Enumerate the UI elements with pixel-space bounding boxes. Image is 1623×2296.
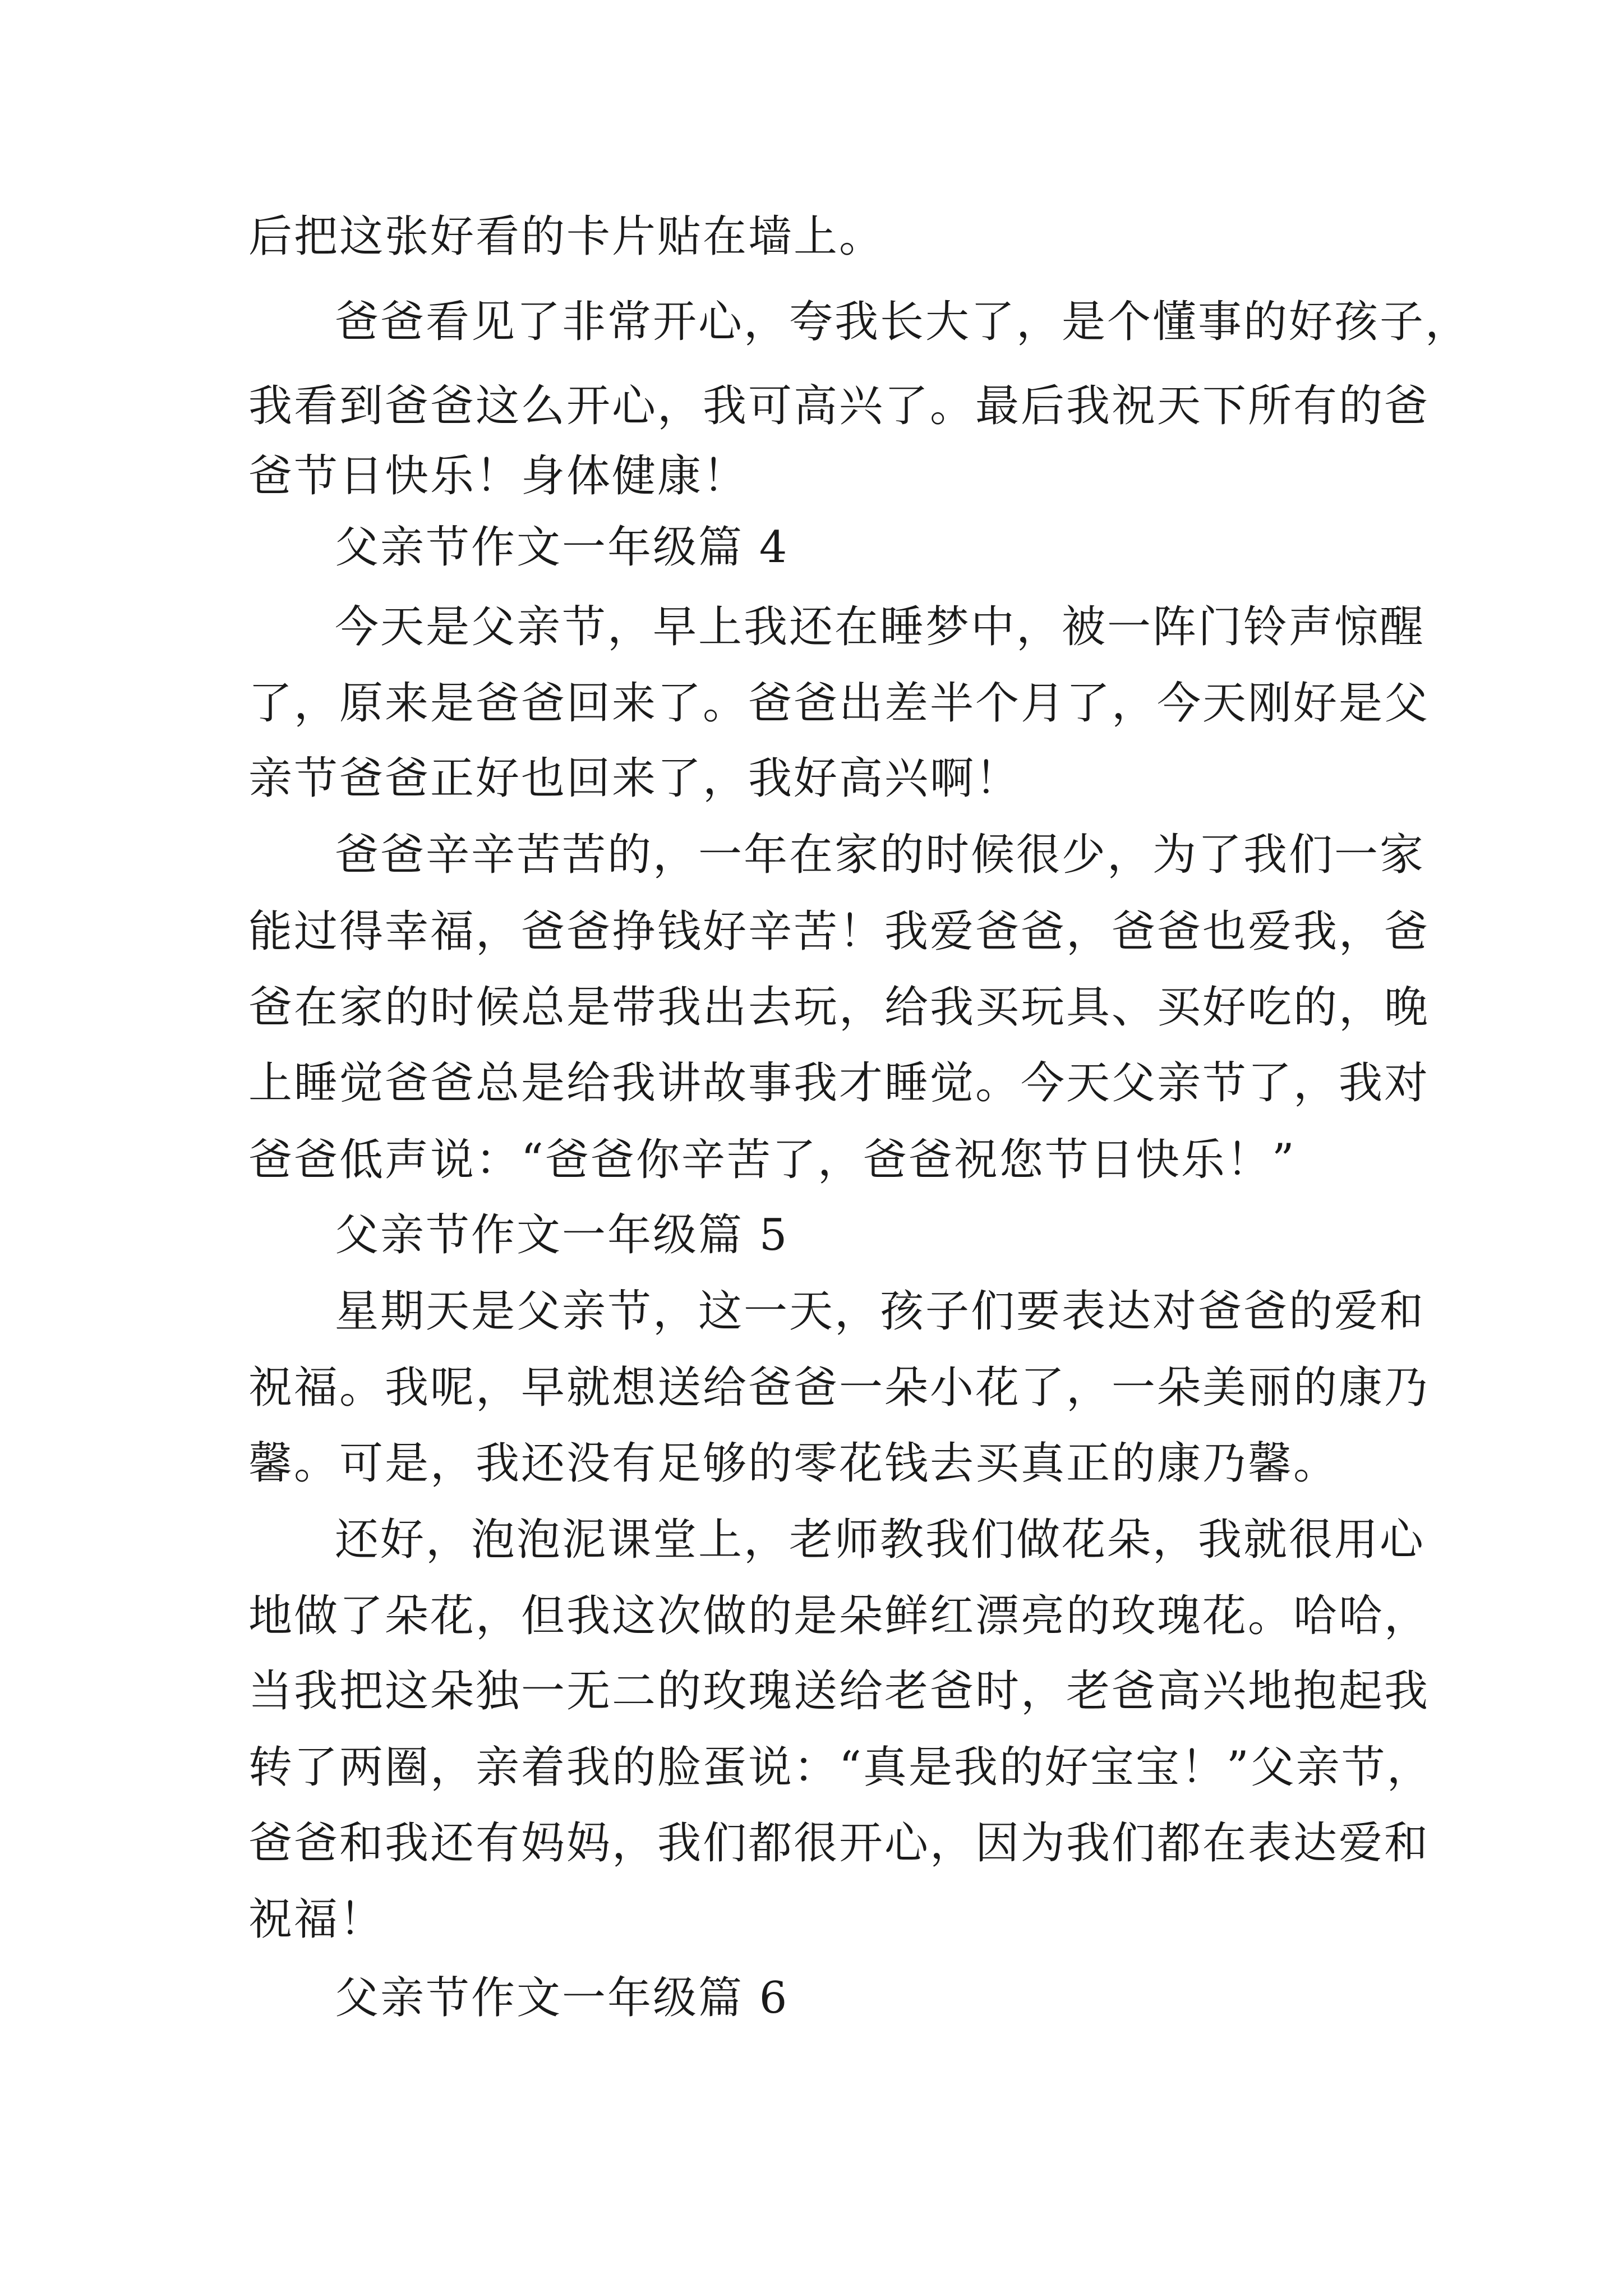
paragraph-line: 今天是父亲节，早上我还在睡梦中，被一阵门铃声惊醒 — [335, 602, 1426, 652]
paragraph-line: 转了两圈，亲着我的脸蛋说：“真是我的好宝宝！”父亲节， — [248, 1742, 1432, 1793]
section-heading: 父亲节作文一年级篇 6 — [335, 1973, 789, 2023]
paragraph-line: 上睡觉爸爸总是给我讲故事我才睡觉。今天父亲节了，我对 — [248, 1058, 1430, 1108]
paragraph-line: 爸爸和我还有妈妈，我们都很开心，因为我们都在表达爱和 — [248, 1818, 1430, 1869]
paragraph-line: 爸在家的时候总是带我出去玩，给我买玩具、买好吃的，晚 — [248, 982, 1430, 1033]
paragraph-line: 馨。可是，我还没有足够的零花钱去买真正的康乃馨。 — [248, 1438, 1339, 1489]
section-heading: 父亲节作文一年级篇 4 — [335, 522, 789, 573]
paragraph-line: 能过得幸福，爸爸挣钱好辛苦！我爱爸爸，爸爸也爱我，爸 — [248, 907, 1430, 957]
paragraph-line: 我看到爸爸这么开心，我可高兴了。最后我祝天下所有的爸 — [248, 381, 1430, 431]
paragraph-line: 了，原来是爸爸回来了。爸爸出差半个月了，今天刚好是父 — [248, 678, 1430, 729]
paragraph-line: 爸节日快乐！身体健康！ — [248, 451, 749, 501]
paragraph-line: 爸爸低声说：“爸爸你辛苦了，爸爸祝您节日快乐！” — [248, 1135, 1296, 1185]
paragraph-line: 星期天是父亲节，这一天，孩子们要表达对爸爸的爱和 — [335, 1286, 1426, 1337]
paragraph-line: 亲节爸爸正好也回来了，我好高兴啊！ — [248, 753, 1021, 804]
paragraph-line: 祝福！ — [248, 1894, 385, 1945]
paragraph-line: 爸爸辛辛苦苦的，一年在家的时候很少，为了我们一家 — [335, 830, 1426, 880]
paragraph-line: 当我把这朵独一无二的玫瑰送给老爸时，老爸高兴地抱起我 — [248, 1666, 1430, 1717]
paragraph-line: 地做了朵花，但我这次做的是朵鲜红漂亮的玫瑰花。哈哈， — [248, 1591, 1430, 1641]
section-heading: 父亲节作文一年级篇 5 — [335, 1210, 789, 1260]
paragraph-line: 还好，泡泡泥课堂上，老师教我们做花朵，我就很用心 — [335, 1515, 1426, 1565]
paragraph-line: 爸爸看见了非常开心，夸我长大了，是个懂事的好孩子， — [335, 297, 1471, 347]
paragraph-line: 后把这张好看的卡片贴在墙上。 — [248, 211, 885, 262]
paragraph-line: 祝福。我呢，早就想送给爸爸一朵小花了，一朵美丽的康乃 — [248, 1363, 1430, 1413]
